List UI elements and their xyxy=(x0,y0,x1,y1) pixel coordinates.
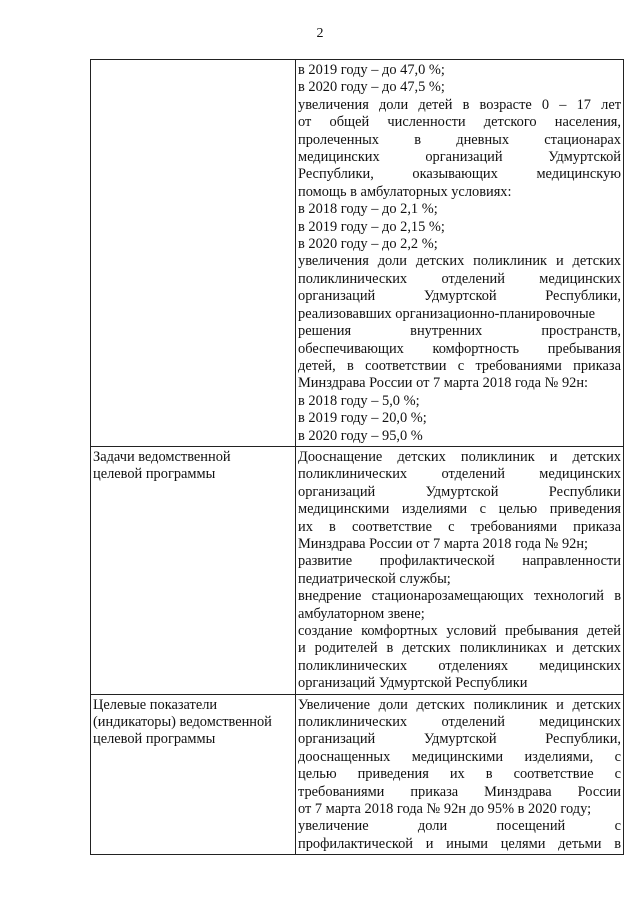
row-value-line: амбулаторном звене; xyxy=(298,605,425,622)
row-value-line: педиатрической службы; xyxy=(298,570,451,587)
row-value-cell xyxy=(296,60,624,447)
row-value-line: поликлинических отделениях медицинских xyxy=(298,657,621,674)
row-value-line: пролеченных в дневных стационарах xyxy=(298,131,621,148)
row-value-line: в 2019 году – 20,0 %; xyxy=(298,410,427,427)
program-passport-table xyxy=(90,59,624,855)
row-value-line: организаций Удмуртской Республики, xyxy=(298,731,621,748)
table-row xyxy=(91,60,624,447)
row-value-line: профилактической и иными целями детьми в xyxy=(298,835,621,852)
row-value-line: в 2018 году – до 2,1 %; xyxy=(298,201,438,218)
row-value-line: увеличение доли посещений с xyxy=(298,818,621,835)
row-label-line: (индикаторы) ведомственной xyxy=(93,714,272,731)
row-label-cell xyxy=(91,446,296,694)
row-value-line: в 2019 году – до 47,0 %; xyxy=(298,62,445,78)
row-value-line: целью приведения их в соответствие с xyxy=(298,766,621,783)
row-value-line: от общей численности детского населения, xyxy=(298,114,621,131)
row-value-line: увеличения доли детей в возрасте 0 – 17 лет xyxy=(298,96,621,113)
row-value-line: решения внутренних пространств, xyxy=(298,323,621,340)
row-value-line: поликлинических отделений медицинских xyxy=(298,714,621,731)
row-value-line: внедрение стационарозамещающих технологий в xyxy=(298,588,621,605)
row-value-line: и родителей в детских поликлиниках и детских xyxy=(298,640,621,657)
row-value-line: в 2020 году – до 47,5 %; xyxy=(298,79,445,96)
row-value-line: поликлинических отделений медицинских xyxy=(298,270,621,287)
row-value-line: Республики, оказывающих медицинскую xyxy=(298,166,621,183)
row-value-line: увеличения доли детских поликлиник и детских xyxy=(298,253,621,270)
row-value-line: Минздрава России от 7 марта 2018 года № 92н: xyxy=(298,375,589,392)
row-value-line: организаций Удмуртской Республики xyxy=(298,483,621,500)
page-number: 2 xyxy=(316,26,324,41)
row-value-line: в 2018 году – 5,0 %; xyxy=(298,392,420,409)
row-value-line: реализовавших организационно-планировочные xyxy=(298,305,596,322)
row-value-cell xyxy=(296,694,624,855)
table-row xyxy=(91,694,624,855)
row-value-line: Увеличение доли детских поликлиник и детских xyxy=(298,696,621,713)
row-value-line: дооснащенных медицинскими изделиями, с xyxy=(298,748,621,765)
row-value-line: поликлинических отделений медицинских xyxy=(298,466,621,483)
row-label-line: целевой программы xyxy=(93,731,216,748)
row-value-line: помощь в амбулаторных условиях: xyxy=(298,183,512,200)
row-value-line: обеспечивающих комфортность пребывания xyxy=(298,340,621,357)
row-value-line: детей, в соответствии с требованиями приказа xyxy=(298,357,621,374)
row-value-line: медицинскими изделиями с целью приведения xyxy=(298,501,621,518)
table-row xyxy=(91,446,624,694)
row-label-line: Целевые показатели xyxy=(93,696,218,713)
row-value-line: требованиями приказа Минздрава России xyxy=(298,783,621,800)
row-value-line: Дооснащение детских поликлиник и детских xyxy=(298,448,621,465)
row-value-line: медицинских организаций Удмуртской xyxy=(298,149,621,166)
row-value-line: развитие профилактической направленности xyxy=(298,553,621,570)
row-label-cell xyxy=(91,60,296,447)
row-label-line: Задачи ведомственной xyxy=(93,448,231,465)
row-value-line: от 7 марта 2018 года № 92н до 95% в 2020 году; xyxy=(298,801,592,818)
row-value-line: в 2020 году – до 2,2 %; xyxy=(298,236,438,253)
row-label-line: целевой программы xyxy=(93,466,216,483)
row-value-line: в 2019 году – до 2,15 %; xyxy=(298,218,445,235)
row-value-line: организаций Удмуртской Республики, xyxy=(298,288,621,305)
row-value-line: Минздрава России от 7 марта 2018 года № 92н; xyxy=(298,535,589,552)
row-value-line: создание комфортных условий пребывания детей xyxy=(298,623,621,639)
row-value-cell xyxy=(296,446,624,694)
row-value-line: в 2020 году – 95,0 % xyxy=(298,427,423,444)
row-value-line: их в соответствие с требованиями приказа xyxy=(298,518,621,535)
row-label-cell xyxy=(91,694,296,855)
row-value-line: организаций Удмуртской Республики xyxy=(298,675,528,692)
